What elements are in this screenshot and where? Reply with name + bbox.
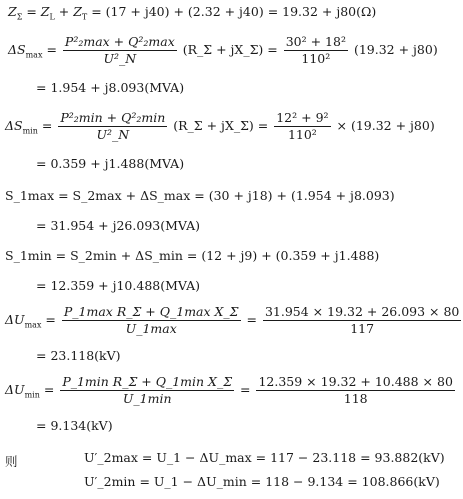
ds-max-numerator: P²₂max + Q²₂max	[64, 34, 175, 49]
ds-max-numeric-numerator: 30² + 18²	[285, 34, 346, 49]
ds-min-equation	[5, 112, 435, 141]
ds-min-result: = 0.359 + j1.488(MVA)	[36, 156, 185, 171]
du-max-equation: $\Delta U_{max}$ = $\frac{\text{P\_1max R\_Σ + Q\_1max X\_Σ}}{U\_1\max}$ = $\frac{31.954 \times 19.32 + 26.093 \times 80}{117}$	[5, 304, 460, 336]
z-t-symbol: Z	[73, 4, 82, 19]
ds-min-fraction-numeric	[274, 112, 330, 141]
sigma-subscript: Σ	[16, 12, 23, 22]
du-min-lhs-subscript: min	[24, 390, 40, 400]
conclusion-prefix: 则	[5, 454, 18, 469]
ds-max-fraction-numeric	[284, 36, 348, 65]
du-max-numeric-numerator: 31.954 × 19.32 + 26.093 × 80	[264, 304, 460, 319]
du-max-eq: =	[45, 312, 56, 327]
s1-min-equation: S_1min = S_2min + ΔS_min = (12 + j9) + (0.359 + j1.488)	[5, 248, 380, 263]
du-max-numerator: P_1max R_Σ + Q_1max X_Σ	[63, 304, 239, 319]
du-min-result: = 9.134(kV)	[36, 418, 113, 433]
du-min-numerator: P_1min R_Σ + Q_1min X_Σ	[62, 374, 233, 389]
ds-max-numeric-denominator: 110²	[301, 50, 331, 66]
du-min-denominator: U_1min	[122, 390, 172, 406]
ds-min-tail: × (19.32 + j80)	[336, 118, 435, 133]
s1-max-result: = 31.954 + j26.093(MVA)	[36, 218, 200, 233]
ds-max-tail: (19.32 + j80)	[353, 42, 438, 57]
du-max-lhs: ΔU	[5, 312, 25, 327]
du-max-fraction-symbolic	[62, 306, 241, 335]
du-min-eq: =	[43, 382, 55, 397]
z-sigma-equation: $Z_\Sigma = Z_L + Z_T = (17 + j40) + (2.32 + j40) = 19.32 + j80(\Omega)$	[8, 4, 377, 22]
du-min-lhs: ΔU	[5, 382, 25, 397]
du-max-denominator: U_1max	[125, 320, 177, 336]
s1-max-equation: S_1max = S_2max + ΔS_max = (30 + j18) + (1.954 + j8.093)	[5, 188, 395, 203]
ds-min-factor: (R_Σ + jX_Σ) =	[173, 118, 269, 133]
ds-min-eq: =	[41, 118, 53, 133]
ds-min-denominator: U²_N	[96, 126, 130, 142]
l-subscript: L	[49, 12, 55, 22]
conclusion-line-2: U′_2min = U_1 − ΔU_min = 118 − 9.134 = 108.866(kV)	[84, 474, 440, 489]
s1-min-result: = 12.359 + j10.488(MVA)	[36, 278, 200, 293]
t-subscript: T	[81, 12, 88, 22]
ds-min-numeric-numerator: 12² + 9²	[276, 110, 329, 125]
du-max-fraction-numeric	[263, 306, 461, 335]
z-symbol: Z	[8, 4, 17, 19]
conclusion-line-1: U′_2max = U_1 − ΔU_max = 117 − 23.118 = 93.882(kV)	[84, 450, 445, 465]
du-min-numeric-denominator: 118	[343, 390, 368, 406]
du-min-fraction-numeric	[256, 376, 454, 405]
ds-min-lhs-subscript: min	[22, 126, 38, 136]
du-max-result: = 23.118(kV)	[36, 348, 121, 363]
ds-min-lhs: ΔS	[5, 118, 23, 133]
ds-min-numeric-denominator: 110²	[287, 126, 317, 142]
ds-max-factor: (R_Σ + jX_Σ) =	[182, 42, 278, 57]
z-sigma-expression: = (17 + j40) + (2.32 + j40) = 19.32 + j80(Ω)	[91, 4, 377, 19]
ds-max-denominator: U²_N	[103, 50, 137, 66]
ds-max-fraction-symbolic	[63, 36, 177, 65]
ds-max-lhs-subscript: max	[25, 50, 43, 60]
ds-min-fraction-symbolic	[58, 112, 167, 141]
du-min-numeric-numerator: 12.359 × 19.32 + 10.488 × 80	[258, 374, 453, 389]
du-min-equation: $\Delta U_{min}$ = $\frac{\text{P\_1min R\_Σ + Q\_1min X\_Σ}}{U\_1\min}$ = $\frac{12.359 \times 19.32 + 10.488 \times 80}{118}$	[5, 374, 453, 406]
du-min-fraction-symbolic	[60, 376, 234, 405]
ds-min-numerator: P²₂min + Q²₂min	[60, 110, 166, 125]
du-max-lhs-subscript: max	[24, 320, 42, 330]
ds-max-equation	[8, 36, 438, 65]
ds-max-lhs: ΔS	[8, 42, 26, 57]
z-l-symbol: Z	[40, 4, 50, 19]
du-max-numeric-denominator: 117	[350, 320, 375, 336]
ds-max-result: = 1.954 + j8.093(MVA)	[36, 80, 185, 95]
ds-max-eq: =	[46, 42, 57, 57]
